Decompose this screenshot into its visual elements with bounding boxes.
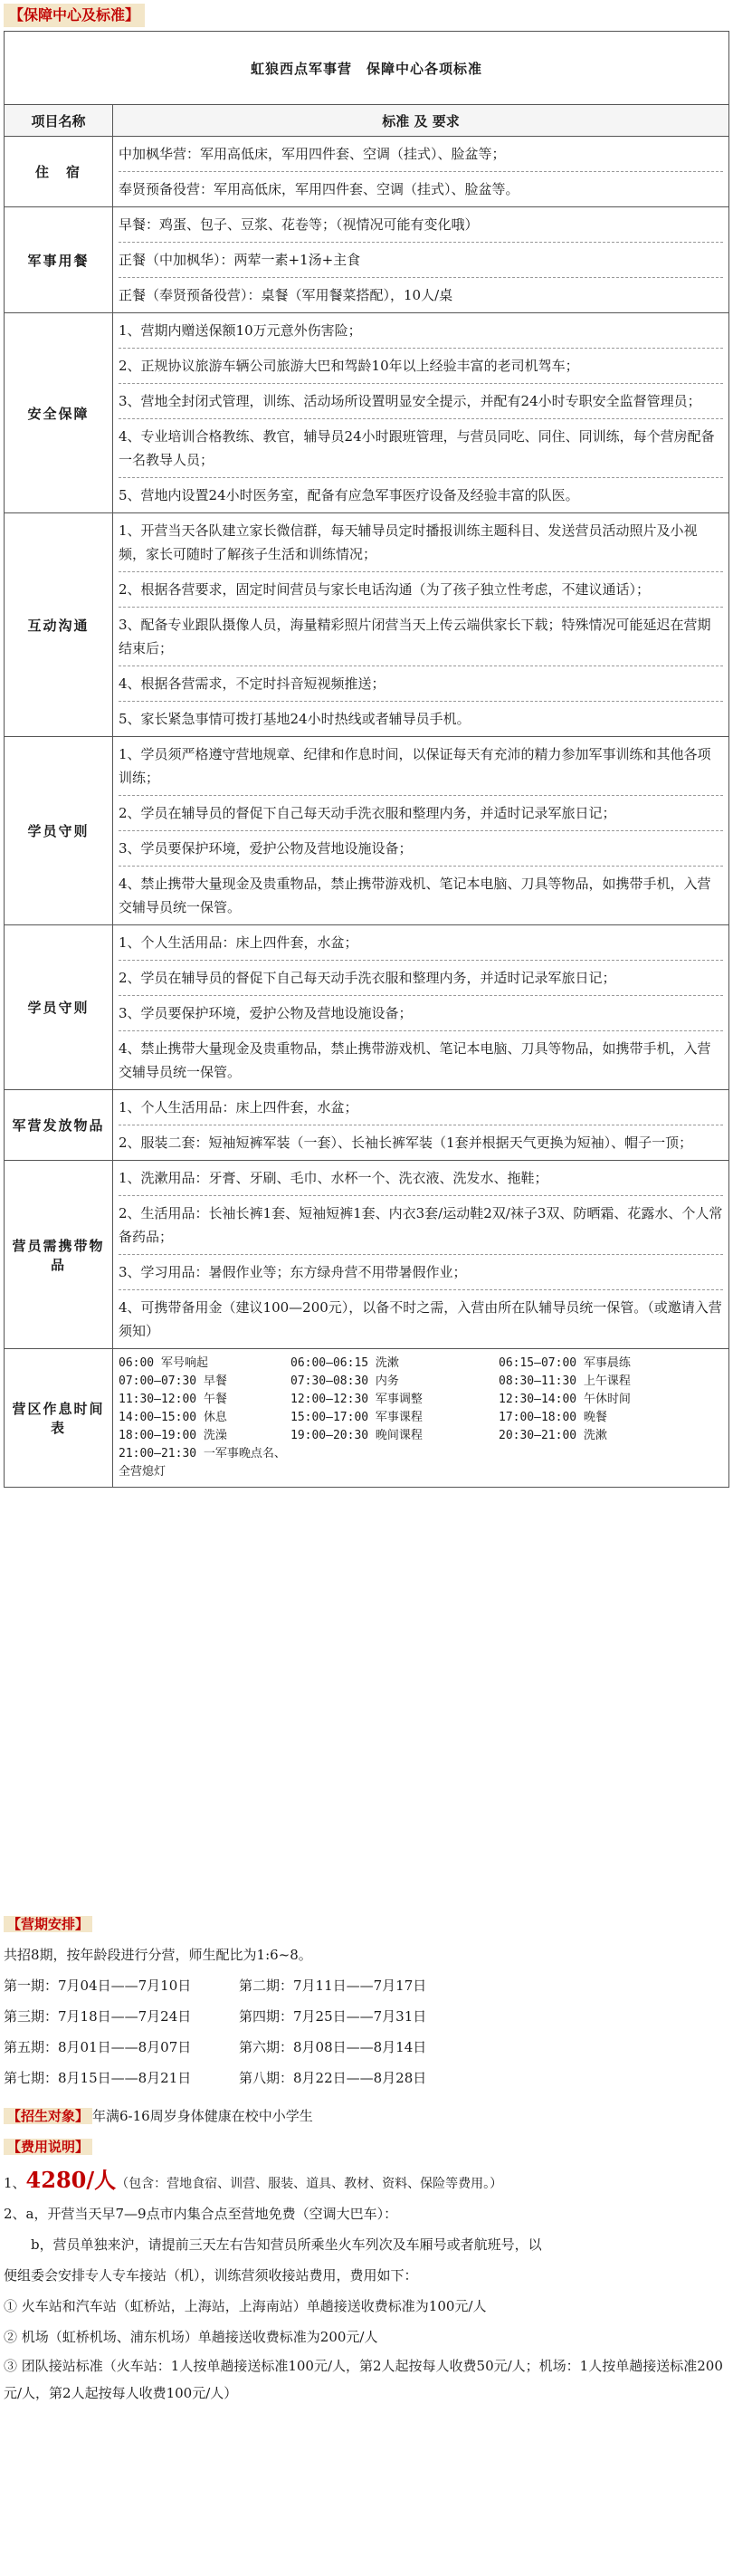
schedule-item: 17:00—18:00 晚餐: [499, 1411, 607, 1424]
row-meals: 军事用餐 早餐：鸡蛋、包子、豆浆、花卷等；（视情况可能有变化哦） 正餐（中加枫华）：两荤一素+1汤+主食 正餐（奉贤预备役营）：桌餐（军用餐菜搭配），10人/桌: [5, 207, 729, 313]
target-label: 【招生对象】: [4, 2108, 92, 2124]
schedule-item: 21:00—21:30 一军事晚点名、全营熄灯: [119, 1447, 286, 1479]
schedule-item: 20:30—21:00 洗漱: [499, 1429, 607, 1442]
fee-line: 便组委会安排专人专车接站（机），训练营须收接站费用，费用如下：: [4, 2267, 418, 2284]
schedule-item: 07:30—08:30 内务: [290, 1374, 399, 1388]
schedule-item: 08:30—11:30 上午课程: [499, 1374, 631, 1388]
price: 4280/人: [25, 2167, 117, 2193]
price-note: （包含：营地食宿、训营、服装、道具、教材、资料、保险等费用。）: [116, 2177, 503, 2191]
schedule-item: 12:00—12:30 军事调整: [290, 1393, 423, 1406]
period-4: 第四期：7月25日——7月31日: [239, 2008, 427, 2025]
period-8: 第八期：8月22日——8月28日: [239, 2070, 427, 2086]
camp-intro: 共招8期，按年龄段进行分营，师生配比为1:6~8。: [4, 1947, 312, 1963]
schedule-item: 06:00—06:15 洗漱: [290, 1356, 399, 1370]
row-issued-items: 军营发放物品 1、个人生活用品：床上四件套，水盆； 2、服装二套：短袖短裤军装（一套）、长袖长裤军装（1套并根据天气更换为短袖）、帽子一顶；: [5, 1090, 729, 1161]
fee-line: ② 机场（虹桥机场、浦东机场）单趟接送收费标准为200元/人: [4, 2329, 378, 2345]
fee-line: 2、a，开营当天早7—9点市内集合点至营地免费（空调大巴车）：: [4, 2206, 398, 2222]
row-bring-items: 营员需携带物品 1、洗漱用品：牙膏、牙刷、毛巾、水杯一个、洗衣液、洗发水、拖鞋； 2、生活用品：长袖长裤1套、短袖短裤1套、内衣3套/运动鞋2双/袜子3双、防晒霜、花露水、个人常备药品； 3、学习用品：暑假作业等；东方绿舟营不用带暑假作业； 4、可携带备用金（建议100—200元），以备不时之需，入营由所在队辅导员统一保管。（或邀请入营须知）: [5, 1161, 729, 1349]
schedule-grid: [119, 1349, 723, 1487]
target-text: 年满6-16周岁身体健康在校中小学生: [92, 2108, 313, 2124]
camp-label: 【营期安排】: [4, 1916, 92, 1932]
schedule-item: 19:00—20:30 晚间课程: [290, 1429, 423, 1442]
schedule-item: 15:00—17:00 军事课程: [290, 1411, 423, 1424]
row-lodging: 住 宿 中加枫华营：军用高低床，军用四件套、空调（挂式）、脸盆等； 奉贤预备役营：军用高低床，军用四件套、空调（挂式）、脸盆等。: [5, 137, 729, 207]
schedule-item: 06:00 军号响起: [119, 1356, 208, 1370]
schedule-item: 06:15—07:00 军事晨练: [499, 1356, 631, 1370]
row-rules-1: 学员守则 1、学员须严格遵守营地规章、纪律和作息时间，以保证每天有充沛的精力参加军事训练和其他各项训练； 2、学员在辅导员的督促下自己每天动手洗衣服和整理内务，并适时记录军旅日记； 3、学员要保护环境，爱护公物及营地设施设备； 4、禁止携带大量现金及贵重物品，禁止携带游戏机、笔记本电脑、刀具等物品，如携带手机，入营交辅导员统一保管。: [5, 737, 729, 925]
fee-line: ③ 团队接站标准（火车站：1人按单趟接送标准100元/人，第2人起按每人收费50元/人；机场：1人按单趟接送标准200元/人，第2人起按每人收费100元/人）: [4, 2358, 723, 2401]
column-header-standard: 标准 及 要求: [113, 105, 729, 137]
schedule-item: 12:30—14:00 午休时间: [499, 1393, 631, 1406]
period-6: 第六期：8月08日——8月14日: [239, 2039, 427, 2055]
schedule-item: 11:30—12:00 午餐: [119, 1393, 227, 1406]
period-1: 第一期：7月04日——7月10日: [4, 1977, 192, 1994]
schedule-item: 07:00—07:30 早餐: [119, 1374, 227, 1388]
period-5: 第五期：8月01日——8月07日: [4, 2039, 192, 2055]
support-standards-table: [4, 31, 729, 1488]
fee-label: 【费用说明】: [4, 2139, 92, 2155]
row-communication: 互动沟通 1、开营当天各队建立家长微信群，每天辅导员定时播报训练主题科目、发送营员活动照片及小视频，家长可随时了解孩子生活和训练情况； 2、根据各营要求，固定时间营员与家长电话沟通（为了孩子独立性考虑，不建议通话）； 3、配备专业跟队摄像人员，海量精彩照片闭营当天上传云端供家长下载；特殊情况可能延迟在营期结束后； 4、根据各营需求，不定时抖音短视频推送； 5、家长紧急事情可拨打基地24小时热线或者辅导员手机。: [5, 513, 729, 737]
table-title: 虹狼西点军事营 保障中心各项标准: [5, 32, 729, 105]
schedule-item: 14:00—15:00 休息: [119, 1411, 227, 1424]
row-schedule: 营区作息时间表 06:00 军号响起 06:00—06:15 洗漱 06:15—07:00 军事晨练 07:00—07:30 早餐 07:30—08:30 内务 08:30—11:30 上午课程 11:30—12:00 午餐 12:00—12:30 军事调整 12:30—14:00 午休时间 14:00—15:00 休息 15:00—17:00 军事课程 17:00—18:00 晚餐 18:00—19:00 洗澡 19:00—20:30 晚间课程 20:30—21:00 洗漱 21:00—21:30 一军事晚点名、全营熄灯: [5, 1349, 729, 1488]
schedule-item: 18:00—19:00 洗澡: [119, 1429, 227, 1442]
period-3: 第三期：7月18日——7月24日: [4, 2008, 192, 2025]
row-rules-2: 学员守则 1、个人生活用品：床上四件套，水盆； 2、学员在辅导员的督促下自己每天动手洗衣服和整理内务，并适时记录军旅日记； 3、学员要保护环境，爱护公物及营地设施设备； 4、禁止携带大量现金及贵重物品，禁止携带游戏机、笔记本电脑、刀具等物品，如携带手机，入营交辅导员统一保管。: [5, 925, 729, 1090]
fee-line: b，营员单独来沪，请提前三天左右告知营员所乘坐火车列次及车厢号或者航班号，以: [4, 2236, 542, 2253]
column-header-item: 项目名称: [5, 105, 113, 137]
period-2: 第二期：7月11日——7月17日: [239, 1977, 427, 1994]
section-header-support: 【保障中心及标准】: [4, 4, 145, 27]
row-safety: 安全保障 1、营期内赠送保额10万元意外伤害险； 2、正规协议旅游车辆公司旅游大巴和驾龄10年以上经验丰富的老司机驾车； 3、营地全封闭式管理，训练、活动场所设置明显安全提示，并配有24小时专职安全监督管理员； 4、专业培训合格教练、教官，辅导员24小时跟班管理，与营员同吃、同住、同训练，每个营房配备一名教导人员； 5、营地内设置24小时医务室，配备有应急军事医疗设备及经验丰富的队医。: [5, 313, 729, 513]
period-7: 第七期：8月15日——8月21日: [4, 2070, 192, 2086]
fee-line: ① 火车站和汽车站（虹桥站，上海站，上海南站）单趟接送收费标准为100元/人: [4, 2298, 487, 2314]
camp-section: 【营期安排】 共招8期，按年龄段进行分营，师生配比为1:6~8。 第一期：7月04日——7月10日 第二期：7月11日——7月17日 第三期：7月18日——7月24日 第四期：7月25日——7月31日 第五期：8月01日——8月07日 第六期：8月08日——8月14日 第七期：8月15日——8月21日 第八期：8月22日——8月28日 【招生对象】 年满6-16周岁身体健康在校中小学生 【费用说明】 1、4280/人（包含：营地食宿、训营、服装、道具、教材、资料、保险等费用。） 2、a，开营当天早7—9点市内集合点至营地免费（空调大巴车）： b，营员单独来沪，请提前三天左右告知营员所乘坐火车列次及车厢号或者航班号，以 便组委会安排专人专车接站（机），训练营须收接站费用，费用如下： ① 火车站和汽车站（虹桥站，上海站，上海南站）单趟接送收费标准为100元/人 ② 机场（虹桥机场、浦东机场）单趟接送收费标准为200元/人 ③ 团队接站标准（火车站：1人按单趟接送标准100元/人，第2人起按每人收费50元/人；机场：1人按单趟接送标准200元/人，第2人起按每人收费100元/人）: [4, 1909, 729, 2407]
